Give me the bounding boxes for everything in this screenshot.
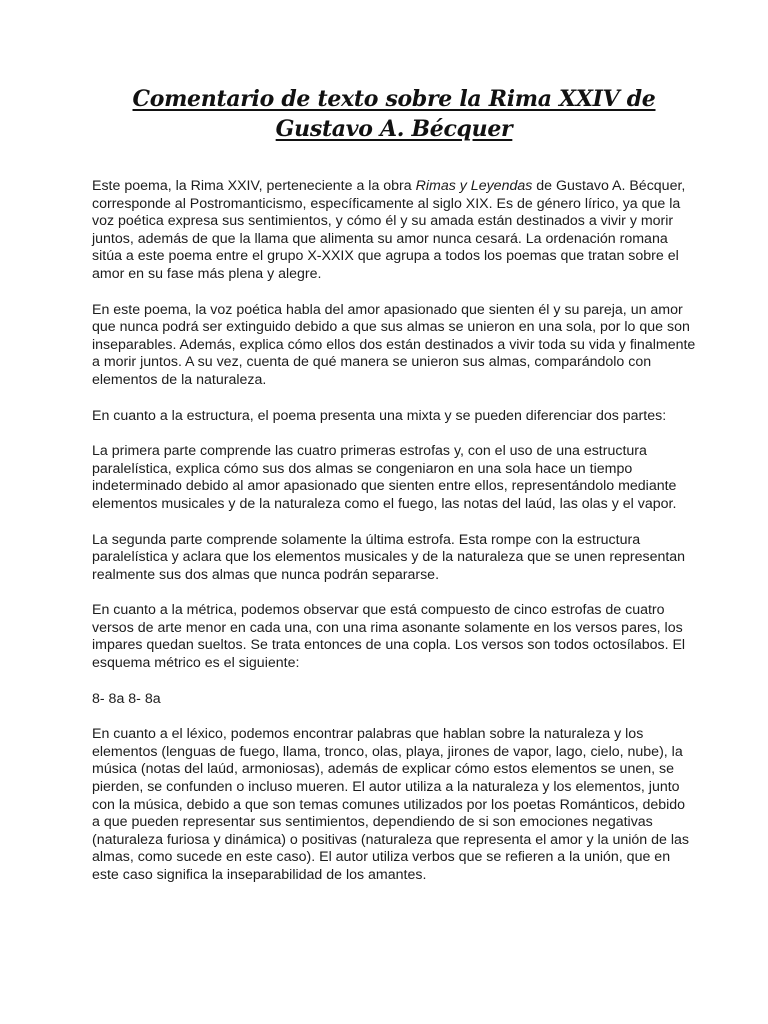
paragraph-intro-start: Este poema, la Rima XXIV, perteneciente a la obra [92, 178, 416, 194]
paragraph-theme: En este poema, la voz poética habla del amor apasionado que sienten él y su pareja, un amor que nunca podrá ser extinguido debido a que sus almas se unieron en una sola, por lo que son inseparables. Además, explica cómo ellos dos están destinados a vivir toda su vida y finalmente a morir juntos. A su vez, cuenta de qué manera se unieron sus almas, comparándolo con elementos de la naturaleza. [92, 301, 696, 388]
metric-scheme: 8- 8a 8- 8a [92, 690, 161, 707]
paragraph-intro-end: de Gustavo A. Bécquer, corresponde al Postromanticismo, específicamente al siglo XIX. Es de género lírico, ya que la voz poética expresa sus sentimientos, y cómo él y su amada están destinados a vivir y morir juntos, además de que la llama que alimenta su amor nunca cesará. La ordenación romana sitúa a este poema entre el grupo X-XXIX que agrupa a todos los poemas que tratan sobre el amor en su fase más plena y alegre. [92, 178, 686, 282]
paragraph-lexicon: En cuanto a el léxico, podemos encontrar palabras que hablan sobre la naturaleza y los elementos (lenguas de fuego, llama, tronco, olas, playa, jirones de vapor, lago, cielo, nube), la música (notas del laúd, armoniosas), además de explicar cómo estos elementos se unen, se pierden, se confunden o incluso mueren. El autor utiliza a la naturaleza y los elementos, junto con la música, debido a que son temas comunes utilizados por los poetas Románticos, debido a que pueden representar sus sentimientos, dependiendo de si son emociones negativas (naturaleza furiosa y dinámica) o positivas (naturaleza que representa el amor y la unión de las almas, como sucede en este caso). El autor utiliza verbos que se refieren a la unión, que en este caso significa la inseparabilidad de los amantes. [92, 726, 689, 883]
document-title: Comentario de texto sobre la Rima XXIV de Gustavo A. Bécquer [132, 86, 656, 142]
work-title: Rimas y Leyendas [415, 178, 533, 194]
paragraph-second-part: La segunda parte comprende solamente la última estrofa. Esta rompe con la estructura paralelística y aclara que los elementos musicales y de la naturaleza que se unen representan realmente sus dos almas que nunca podrán separarse. [92, 531, 686, 583]
paragraph-metrics: En cuanto a la métrica, podemos observar que está compuesto de cinco estrofas de cuatro versos de arte menor en cada una, con una rima asonante solamente en los versos pares, los impares quedan sueltos. Se trata entonces de una copla. Los versos son todos octosílabos. El esquema métrico es el siguiente: [92, 602, 686, 672]
paragraph-first-part: La primera parte comprende las cuatro primeras estrofas y, con el uso de una estructura paralelística, explica cómo sus dos almas se congeniaron en una sola hace un tiempo indeterminado debido al amor apasionado que sienten entre ellos, representándolo mediante elementos musicales y de la naturaleza como el fuego, las notas del laúd, las olas y el vapor. [92, 443, 677, 512]
paragraph-intro [92, 178, 696, 284]
paragraph-structure: En cuanto a la estructura, el poema presenta una mixta y se pueden diferenciar dos partes: [92, 407, 667, 424]
